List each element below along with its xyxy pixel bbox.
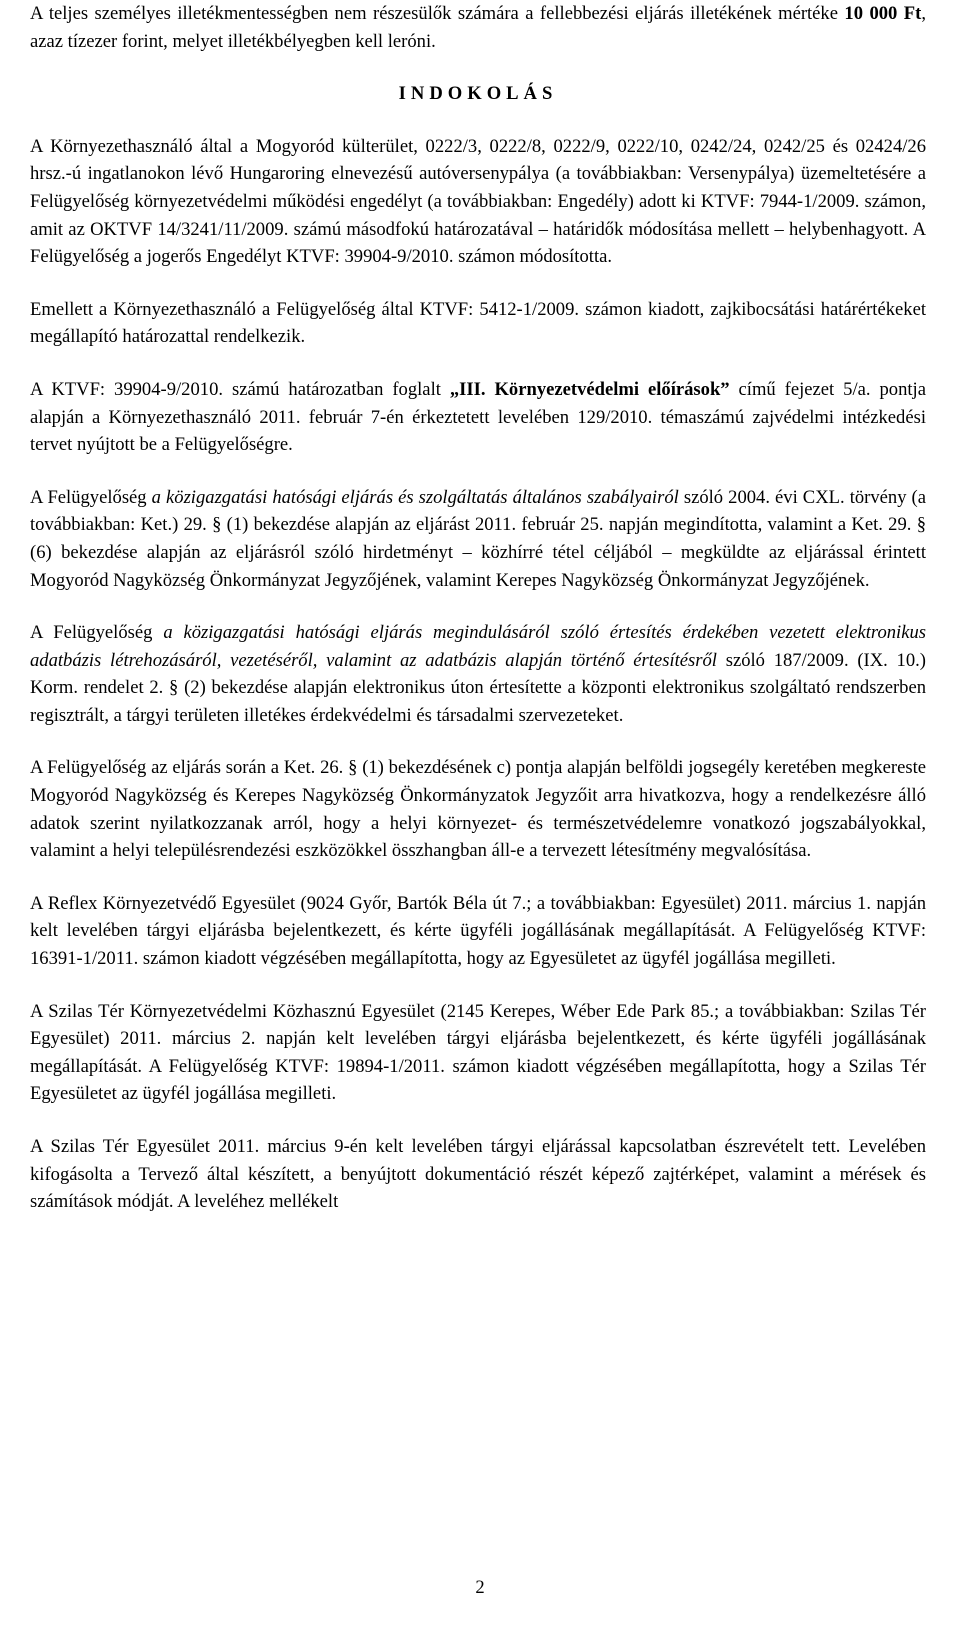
text-segment: című fejezet 5/a. pontja alapján a Környezethasználó 2011. február 7-én érkeztetett levelében 129/2010. témaszámú zajvédelmi intézkedési tervet nyújtott be a Felügyelőségre.	[30, 378, 926, 456]
paragraph-procedure-start	[30, 484, 926, 594]
paragraph-electronic-notice	[30, 619, 926, 729]
fee-text: A teljes személyes illetékmentességben nem részesülők számára a fellebbezési eljárás illetékének mértéke	[30, 3, 845, 24]
law-title: a közigazgatási hatósági eljárás és szolgáltatás általános szabályairól	[151, 486, 679, 508]
text-segment: A KTVF: 39904-9/2010. számú határozatban foglalt	[30, 378, 450, 400]
decree-title: a közigazgatási hatósági eljárás megindulásáról szóló értesítés érdekében vezetett elektronikus adatbázis létrehozásáról, vezetéséről, valamint az adatbázis alapján történő értesítésről	[30, 622, 926, 671]
paragraph-reflex-association: A Reflex Környezetvédő Egyesület (9024 Győr, Bartók Béla út 7.; a továbbiakban: Egyesület) 2011. március 1. napján kelt levelében tárgyi eljárásba bejelentkezett, és kérte ügyféli jogállásának megállapítását. A Felügyelőség KTVF: 16391-1/2011. számon kiadott végzésében megállapította, hogy az Egyesületet az ügyfél jogállása megilleti.	[30, 892, 926, 970]
chapter-title: „III. Környezetvédelmi előírások”	[449, 378, 730, 400]
text-segment: szóló 2004. évi CXL. törvény (a továbbiakban: Ket.) 29. § (1) bekezdése alapján az eljárást 2011. február 25. napján megindította, valamint a Ket. 29. § (6) bekezdése alapján az eljárásról szóló hirdetményt – közhírré tétel céljából – megküldte az eljárással érintett Mogyoród Nagyközség Önkormányzat Jegyzőjének, valamint Kerepes Nagyközség Önkormányzat Jegyzőjének.	[30, 486, 926, 591]
document-body	[30, 0, 926, 1241]
paragraph-szilas-association: A Szilas Tér Környezetvédelmi Közhasznú Egyesület (2145 Kerepes, Wéber Ede Park 85.; a továbbiakban: Szilas Tér Egyesület) 2011. március 2. napján kelt levelében tárgyi eljárásba bejelentkezett, és kérte ügyféli jogállásának megállapítását. A Felügyelőség KTVF: 19894-1/2011. számon kiadott végzésében megállapította, hogy a Szilas Tér Egyesületet az ügyfél jogállása megilleti.	[30, 1000, 926, 1105]
section-heading: INDOKOLÁS	[398, 83, 558, 105]
paragraph-noise-plan	[30, 376, 926, 459]
fee-text-end: , azaz tízezer forint, melyet illetékbélyegben kell leróni.	[30, 3, 926, 52]
paragraph-legal-assistance: A Felügyelőség az eljárás során a Ket. 26. § (1) bekezdésének c) pontja alapján belföldi jogsegély keretében megkereste Mogyoród Nagyközség és Kerepes Nagyközség Önkormányzatok Jegyzőit arra hivatkozva, hogy a rendelkezésre álló adatok szerint nyilatkozzanak arról, hogy a helyi környezet- és természetvédelemre vonatkozó jogszabályokkal, valamint a helyi településrendezési eszközökkel összhangban áll-e a tervezett létesítmény megvalósítása.	[30, 757, 926, 862]
paragraph-szilas-objection: A Szilas Tér Egyesület 2011. március 9-én kelt levelében tárgyi eljárással kapcsolatban észrevételt tett. Levelében kifogásolta a Tervező által készített, a benyújtott dokumentáció részét képező zajtérképet, valamint a mérések és számítások módját. A leveléhez mellékelt	[30, 1136, 926, 1213]
text-segment: A Felügyelőség	[30, 486, 152, 508]
fee-amount: 10 000 Ft	[844, 3, 922, 24]
paragraph-noise-limits: Emellett a Környezethasználó a Felügyelőség által KTVF: 5412-1/2009. számon kiadott, zajkibocsátási határértékeket megállapító határozattal rendelkezik.	[30, 298, 926, 348]
text-segment: A Felügyelőség	[30, 622, 164, 644]
fee-paragraph	[30, 0, 926, 55]
paragraph-permit: A Környezethasználó által a Mogyoród külterület, 0222/3, 0222/8, 0222/9, 0222/10, 0242/24, 0242/25 és 02424/26 hrsz.-ú ingatlanokon lévő Hungaroring elnevezésű autóversenypálya (a továbbiakban: Versenypálya) üzemeltetésére a Felügyelőség környezetvédelmi működési engedélyt (a továbbiakban: Engedély) adott ki KTVF: 7944-1/2009. számon, amit az OKTVF 14/3241/11/2009. számú másodfokú határozatával – határidők módosítása mellett – helybenhagyott. A Felügyelőség a jogerős Engedélyt KTVF: 39904-9/2010. számon módosította.	[30, 135, 926, 268]
text-segment: szóló 187/2009. (IX. 10.) Korm. rendelet 2. § (2) bekezdése alapján elektronikus úton értesítette a központi elektronikus szolgáltató rendszerben regisztrált, a tárgyi területen illetékes érdekvédelmi és társadalmi szervezeteket.	[30, 649, 926, 726]
page-number: 2	[475, 1577, 485, 1598]
